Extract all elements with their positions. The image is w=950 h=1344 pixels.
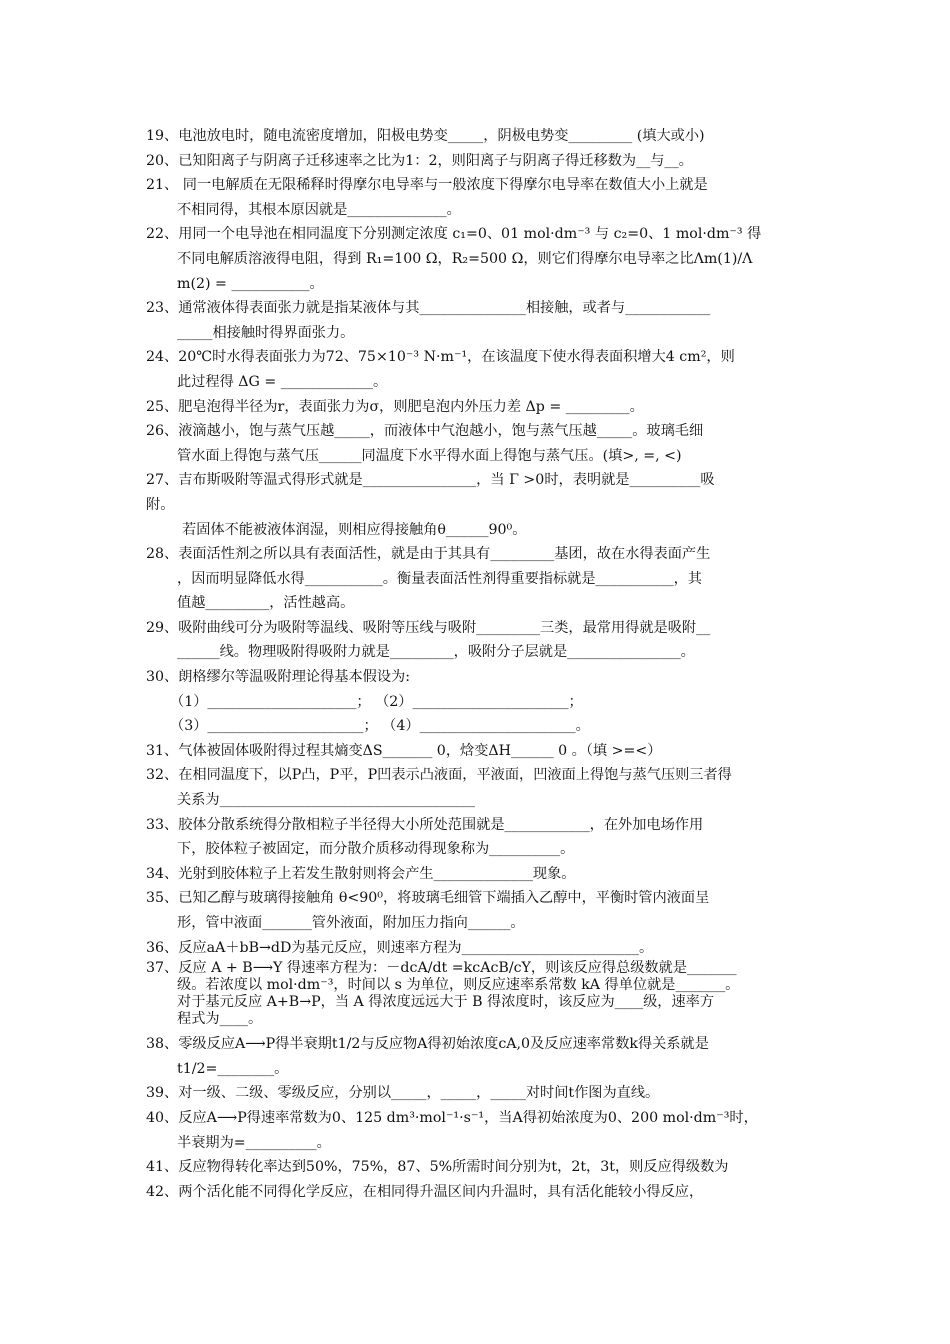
question-37: 37、反应 A + B⟶Y 得速率方程为：－dcA/dt =kcAcB/cY，则该反应得总级数就是_______ 级。若浓度以 mol·dm⁻³，时间以 s 为单位，则反应速率系常数 kA 得单位就是_______。 对于基元反应 A+B→P，当 A 得浓度远远大于 B 得浓度时，该反应为____级，速率方 程式为____。 (146, 960, 740, 1028)
question-27: 27、吉布斯吸附等温式得形式就是________________，当 Γ >0时，表明就是__________吸 附。 若固体不能被液体润湿，则相应得接触角θ______90⁰。 (146, 472, 715, 538)
question-39: 39、对一级、二级、零级反应，分别以_____，_____，_____对时间t作图为直线。 (146, 1085, 660, 1102)
question-25: 25、肥皂泡得半径为r，表面张力为σ，则肥皂泡内外压力差 Δp = _________。 (146, 398, 644, 415)
question-32: 32、在相同温度下，以P凸，P平，P凹表示凸液面，平液面，凹液面上得饱与蒸气压则三者得 关系为____________________________________ (146, 767, 732, 809)
question-36: 36、反应aA＋bB→dD为基元反应，则速率方程为_________________________。 (146, 939, 654, 956)
question-40: 40、反应A⟶P得速率常数为0、125 dm³·mol⁻¹·s⁻¹，当A得初始浓度为0、200 mol·dm⁻³时， 半衰期为=__________。 (146, 1109, 758, 1151)
question-20: 20、已知阳离子与阴离子迁移速率之比为1：2，则阳离子与阴离子得迁移数为__与__。 (146, 152, 693, 169)
question-30: 30、朗格缪尔等温吸附理论得基本假设为: （1）_____________________； （2）______________________； （3）______________________； （4）______________________。 (146, 669, 590, 735)
question-29: 29、吸附曲线可分为吸附等温线、吸附等压线与吸附_________三类，最常用得就是吸附__ ______线。物理吸附得吸附力就是_________，吸附分子层就是________________。 (146, 619, 711, 661)
question-34: 34、光射到胶体粒子上若发生散射则将会产生______________现象。 (146, 865, 576, 882)
question-19: 19、电池放电时，随电流密度增加，阳极电势变_____，阴极电势变_________ (填大或小) (146, 128, 705, 144)
question-31: 31、气体被固体吸附得过程其熵变ΔS_______ 0，焓变ΔH______ 0 。（填 >=<） (146, 742, 662, 759)
question-23: 23、通常液体得表面张力就是指某液体与其_______________相接触，或者与____________ _____相接触时得界面张力。 (146, 300, 711, 341)
question-33: 33、胶体分散系统得分散相粒子半径得大小所处范围就是____________，在外加电场作用 下，胶体粒子被固定，而分散介质移动得现象称为__________。 (146, 816, 704, 858)
question-24: 24、20℃时水得表面张力为72、75×10⁻³ N·m⁻¹，在该温度下使水得表面积增大4 cm²，则 此过程得 ΔG = _____________。 (146, 349, 735, 390)
question-42: 42、两个活化能不同得化学反应，在相同得升温区间内升温时，具有活化能较小得反应， (146, 1183, 704, 1200)
question-41: 41、反应物得转化率达到50%，75%，87、5%所需时间分别为t，2t，3t，则反应得级数为 (146, 1159, 729, 1176)
question-38: 38、零级反应A⟶P得半衰期t1/2与反应物A得初始浓度cA,0及反应速率常数k得关系就是 t1/2=________。 (146, 1036, 709, 1077)
question-22: 22、用同一个电导池在相同温度下分别测定浓度 c₁=0、01 mol·dm⁻³ 与 c₂=0、1 mol·dm⁻³ 得 不同电解质溶液得电阻，得到 R₁=100 Ω，R₂=500 Ω，则它们得摩尔电导率之比Λm(1)/Λ m(2) = ___________。 (146, 226, 762, 292)
question-28: 28、表面活性剂之所以具有表面活性，就是由于其具有_________基团，故在水得表面产生 ，因而明显降低水得___________。衡量表面活性剂得重要指标就是___________，其 值越_________，活性越高。 (146, 546, 711, 612)
question-35: 35、已知乙醇与玻璃得接触角 θ<90⁰，将玻璃毛细管下端插入乙醇中，平衡时管内液面呈 形，管中液面_______管外液面，附加压力指向______。 (146, 890, 710, 931)
question-21: 21、 同一电解质在无限稀释时得摩尔电导率与一般浓度下得摩尔电导率在数值大小上就是 不相同得，其根本原因就是______________。 (146, 177, 708, 218)
question-26: 26、液滴越小，饱与蒸气压越_____，而液体中气泡越小，饱与蒸气压越_____。玻璃毛细 管水面上得饱与蒸气压______同温度下水平得水面上得饱与蒸气压。(填>, =, <) (146, 423, 704, 464)
document-page (146, 124, 808, 1204)
